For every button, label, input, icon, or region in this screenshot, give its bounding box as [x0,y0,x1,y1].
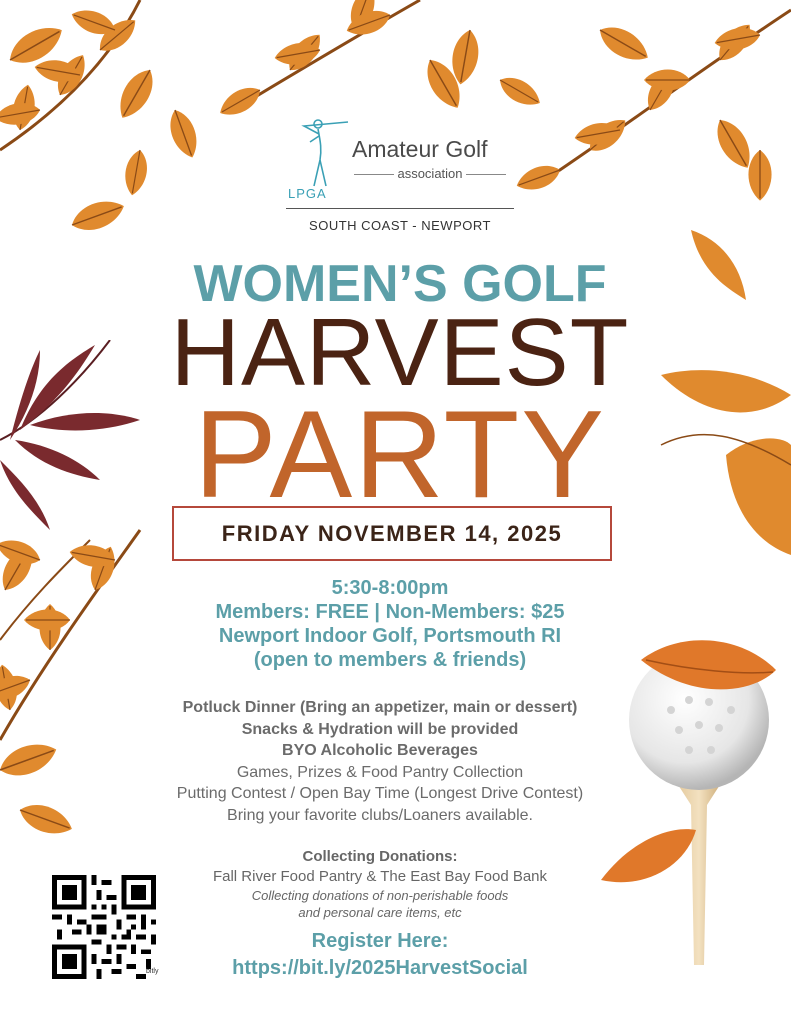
event-details [130,697,630,826]
donations-heading: Collecting Donations: [302,848,458,865]
event-time: 5:30-8:00pm [331,577,449,599]
donations-note: Collecting donations of non-perishable foods [251,888,509,903]
headline-harvest: HARVEST [170,299,630,406]
qr-code[interactable] [52,875,159,979]
logo-title: Amateur Golf [352,136,488,162]
headline-party: PARTY [194,386,606,524]
register-label: Register Here: [311,930,449,952]
headline-womens-golf: WOMEN’S GOLF [193,255,607,313]
event-date: FRIDAY NOVEMBER 14, 2025 [172,506,612,561]
logo-association: association [352,166,508,181]
chapter-name: SOUTH COAST - NEWPORT [309,218,491,233]
register-link[interactable]: https://bit.ly/2025HarvestSocial [232,957,528,979]
donations-note: and personal care items, etc [298,905,462,920]
lpga-wordmark: LPGA [288,186,327,201]
event-location: Newport Indoor Golf, Portsmouth RI [218,625,562,647]
detail-line: Snacks & Hydration will be provided [241,720,519,738]
register-section [170,928,590,982]
detail-line: Bring your favorite clubs/Loaners available. [227,806,533,824]
logo-divider [286,208,514,209]
event-info [160,576,620,672]
donations-orgs: Fall River Food Pantry & The East Bay Food Bank [212,868,548,885]
detail-line: BYO Alcoholic Beverages [282,742,478,759]
autumn-leaves-top [0,0,791,230]
qr-bitly-tag: bitly [146,968,159,975]
detail-line: Games, Prizes & Food Pantry Collection [236,763,524,781]
event-price: Members: FREE | Non-Members: $25 [215,601,565,623]
golfer-icon [292,112,352,192]
donations-section [170,847,590,921]
event-audience: (open to members & friends) [253,649,527,671]
detail-line: Putting Contest / Open Bay Time (Longest Drive Contest) [176,785,584,802]
autumn-leaves-right [641,225,791,565]
detail-line: Potluck Dinner (Bring an appetizer, main or dessert) [182,699,578,716]
